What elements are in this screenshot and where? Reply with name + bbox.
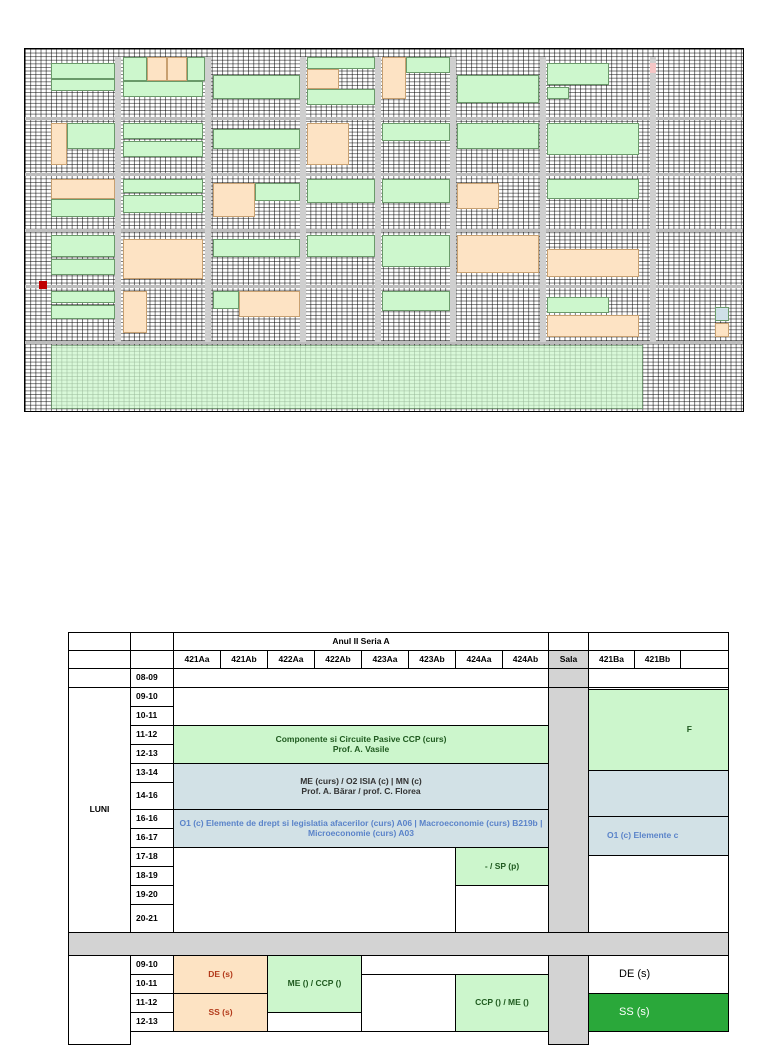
sala-cell <box>548 687 589 933</box>
hour-cell: 16-16 <box>130 809 174 829</box>
course-block <box>547 297 609 313</box>
day-separator-row <box>68 932 729 956</box>
hour-header-cell <box>130 632 174 651</box>
course-block <box>213 291 239 309</box>
group-header: 421Bb <box>634 650 681 669</box>
empty-slot <box>267 1012 362 1032</box>
day-label-luni: LUNI <box>68 687 131 933</box>
course-block-me-ccp: ME () / CCP () <box>267 955 362 1013</box>
timetable-overview-thumbnail <box>24 48 744 412</box>
hour-cell: 08-09 <box>130 668 174 688</box>
empty-slot <box>455 885 549 933</box>
sala-column <box>205 57 211 342</box>
highlight-cell <box>39 281 47 289</box>
group-header: 423Ab <box>408 650 456 669</box>
course-block <box>382 123 450 141</box>
course-block <box>547 249 639 277</box>
course-block-de: DE (s) <box>173 955 268 994</box>
course-block-ccp <box>173 725 549 764</box>
day-separator <box>25 341 743 344</box>
course-block <box>715 307 729 321</box>
course-block <box>406 57 450 73</box>
course-block <box>123 123 203 139</box>
course-block <box>51 179 115 199</box>
hour-cell: 09-10 <box>130 955 174 975</box>
sala-column <box>450 57 456 342</box>
course-block-me-b <box>588 770 729 817</box>
empty-slot <box>361 955 549 975</box>
summary-block <box>51 345 643 409</box>
hour-cell: 10-11 <box>130 706 174 726</box>
course-title: ME (curs) / O2 ISIA (c) | MN (c) <box>300 775 422 786</box>
course-block <box>67 123 115 149</box>
course-professor: Prof. A. Bărar / prof. C. Florea <box>301 785 421 796</box>
course-block <box>51 199 115 217</box>
course-block <box>239 291 300 317</box>
group-header: 422Aa <box>267 650 315 669</box>
course-block <box>187 57 205 81</box>
course-block <box>382 57 406 99</box>
course-block <box>382 235 450 267</box>
course-block <box>213 239 300 257</box>
course-title: Componente si Circuite Pasive CCP (curs) <box>275 733 447 744</box>
day-separator <box>25 285 743 288</box>
course-block <box>167 57 187 81</box>
course-professor: Prof. A. Vasile <box>332 743 390 754</box>
course-block <box>51 63 115 79</box>
course-block-de-b: DE (s) <box>588 955 729 994</box>
course-block-ss-b: SS (s) <box>588 993 729 1032</box>
course-block <box>51 79 115 91</box>
year-series-header: Anul II Seria A <box>173 632 549 651</box>
course-block <box>51 123 67 165</box>
course-block <box>51 235 115 257</box>
course-block <box>147 57 167 81</box>
course-title: O1 (c) Elemente de drept si legislatia afacerilor (curs) A06 | Macroeconomie (curs) B219b | Microeconomie (curs) A03 <box>179 817 543 838</box>
course-block-o1-b <box>588 816 729 856</box>
group-header: 424Aa <box>455 650 503 669</box>
course-block <box>51 259 115 275</box>
sala-cell <box>548 668 589 688</box>
course-block <box>255 183 300 201</box>
sala-column <box>300 57 306 342</box>
series-b-header <box>588 632 729 651</box>
empty-slot <box>173 668 549 688</box>
sala-header: Sala <box>548 650 589 669</box>
sala-column <box>115 57 121 342</box>
group-header: 424Ab <box>502 650 549 669</box>
course-block <box>307 235 375 257</box>
course-block <box>123 57 147 81</box>
sala-cell <box>548 955 589 1045</box>
empty-slot <box>173 687 549 726</box>
course-block <box>457 235 539 273</box>
course-block <box>715 323 729 337</box>
course-block <box>213 75 300 99</box>
course-block <box>547 315 639 337</box>
course-block-ccp-b <box>588 689 729 771</box>
course-block-ccp-me: CCP () / ME () <box>455 974 549 1032</box>
course-block <box>547 63 609 85</box>
hour-cell: 18-19 <box>130 866 174 886</box>
hour-cell: 09-10 <box>130 687 174 707</box>
group-header: 421Ab <box>220 650 268 669</box>
course-block <box>457 75 539 103</box>
course-block <box>123 239 203 279</box>
course-block <box>382 179 450 203</box>
day-separator <box>25 229 743 232</box>
group-header: 423Aa <box>361 650 409 669</box>
empty-slot <box>173 847 456 933</box>
sala-column <box>540 57 546 342</box>
hour-cell: 17-18 <box>130 847 174 867</box>
hour-cell: 11-12 <box>130 725 174 745</box>
hour-cell: 16-17 <box>130 828 174 848</box>
course-block <box>547 123 639 155</box>
timetable-zoomed-view <box>68 632 692 1027</box>
hour-cell: 20-21 <box>130 904 174 933</box>
course-block-ss: SS (s) <box>173 993 268 1032</box>
sala-header-blank <box>548 632 589 651</box>
hour-cell: 11-12 <box>130 993 174 1013</box>
group-header: 421Ba <box>588 650 635 669</box>
course-block <box>547 179 639 199</box>
course-block <box>307 123 349 165</box>
sala-column <box>375 57 381 342</box>
empty-slot <box>361 974 456 1032</box>
course-block-o1 <box>173 809 549 848</box>
hour-header-cell <box>130 650 174 669</box>
group-header: 422Ab <box>314 650 362 669</box>
course-block <box>457 123 539 149</box>
group-header: 421Aa <box>173 650 221 669</box>
corner-cell <box>68 632 131 651</box>
course-block <box>547 87 569 99</box>
hour-cell: 12-13 <box>130 744 174 764</box>
course-block <box>123 179 203 193</box>
course-block <box>213 183 255 217</box>
day-separator <box>25 173 743 176</box>
empty-slot <box>588 855 729 933</box>
hour-cell: 13-14 <box>130 763 174 783</box>
course-block-me <box>173 763 549 810</box>
hour-cell: 12-13 <box>130 1012 174 1032</box>
hour-cell: 14-16 <box>130 782 174 810</box>
course-title: F <box>686 724 692 735</box>
course-block <box>51 305 115 319</box>
day-separator <box>25 117 743 120</box>
course-block <box>307 69 339 89</box>
course-block <box>123 291 147 333</box>
course-block <box>123 81 203 97</box>
course-block <box>307 179 375 203</box>
hour-cell: 19-20 <box>130 885 174 905</box>
sala-column <box>650 57 656 342</box>
course-block <box>213 129 300 149</box>
highlight-cell <box>650 63 656 73</box>
course-title: O1 (c) Elemente c <box>607 830 679 841</box>
day-cell <box>68 668 131 688</box>
group-header <box>680 650 729 669</box>
course-block <box>457 183 499 209</box>
hour-cell: 10-11 <box>130 974 174 994</box>
course-block <box>307 57 375 69</box>
day-cell-marti <box>68 955 131 1045</box>
course-block <box>307 89 375 105</box>
course-block <box>123 141 203 157</box>
course-block <box>382 291 450 311</box>
course-block <box>123 195 203 213</box>
course-block <box>51 291 115 303</box>
corner-cell <box>68 650 131 669</box>
empty-slot <box>588 668 729 688</box>
course-block-sp: - / SP (p) <box>455 847 549 886</box>
